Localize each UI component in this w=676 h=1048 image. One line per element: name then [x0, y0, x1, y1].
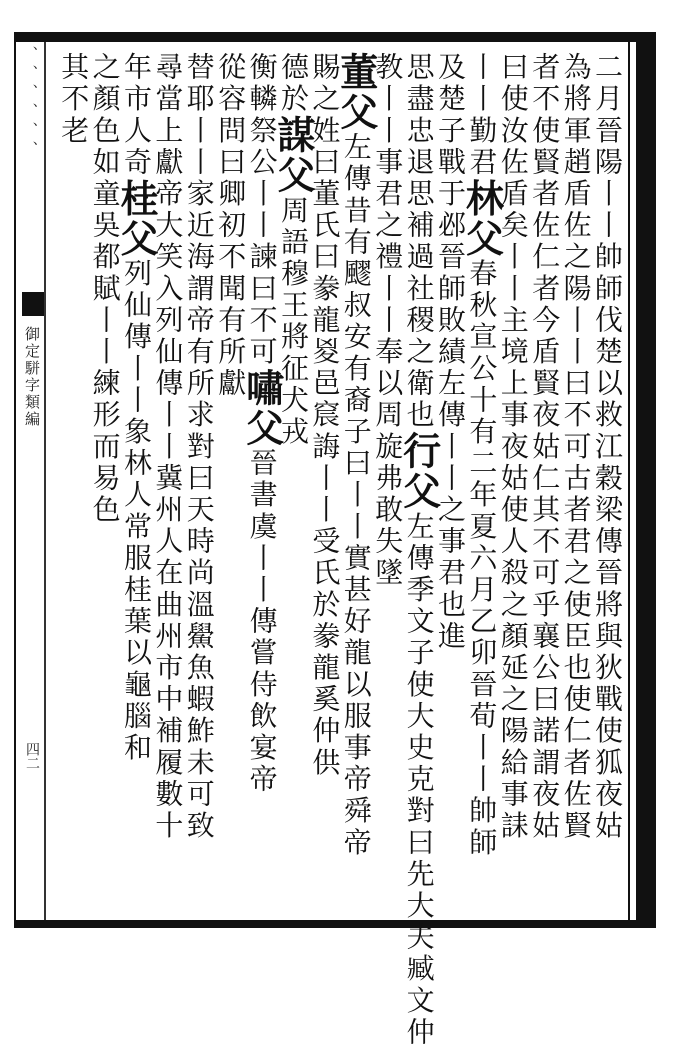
column-text: 者不使賢者佐仁者今盾賢夜姑仁其不可乎襄公曰諾謂夜姑: [528, 52, 562, 842]
column-text: 及楚子戰于邲晉師敗績左傳丨丨之事君也進: [434, 52, 467, 653]
column-text: 尋當上獻帝大笑入列仙傳丨丨冀州人在曲州市中補履數十: [151, 52, 185, 842]
column-text: 春秋宣公十有二年夏六月乙卯晉荀丨丨帥師: [465, 258, 499, 859]
margin-marks: 、、、、、、: [22, 46, 38, 167]
headword: 林父: [459, 178, 505, 259]
fish-tail-mark-icon: [22, 292, 44, 316]
column-text: 年市人奇: [120, 52, 153, 179]
column-text: 二月晉陽丨丨帥師伐楚以救江穀梁傳晉將與狄戰使狐夜姑: [591, 52, 624, 842]
page-frame-left-outer: [14, 32, 16, 928]
column-text: 替耶丨丨家近海謂帝有所求對曰天時尚溫鱟魚蝦鮓未可致: [182, 52, 216, 842]
text-column: [52, 52, 94, 147]
column-text: 其不老: [57, 52, 91, 147]
column-text: 思盡忠退思補過社稷之衛也: [402, 52, 436, 432]
column-text: 丨丨勤君: [465, 52, 499, 179]
margin-book-title: 御定駢字類編: [23, 326, 41, 428]
column-text: 左傳昔有飂叔安有裔子曰丨丨實甚好龍以服事帝舜帝: [339, 132, 373, 859]
headword: 謀父: [271, 115, 316, 196]
headword: 行父: [396, 431, 442, 512]
column-text: 之顏色如童吳都賦丨丨練形而易色: [88, 52, 122, 526]
column-text: 為將軍趙盾佐之陽丨丨曰不可古者君之使臣也使仁者佐賢: [559, 52, 593, 842]
column-text: 德於: [277, 52, 310, 116]
column-text: 衡轔祭公丨丨諫曰不可: [245, 52, 279, 368]
page-frame-top: [16, 32, 656, 42]
column-text: 曰使汝佐盾矣丨丨主境上事夜姑使人殺之顏延之陽給事誄: [496, 52, 530, 842]
page-frame-inner-right: [628, 42, 630, 920]
column-text: 賜之姓曰董氏曰豢龍㚇邑䆣誨丨丨受氏於豢龍奚仲供: [308, 52, 342, 779]
headword: 桂父: [114, 178, 159, 259]
page-frame-right: [636, 32, 656, 928]
column-text: 教丨丨事君之禮丨丨奉以周旋弗敢失墜: [371, 52, 405, 590]
column-text: 晉書虞丨丨傳嘗侍飲宴帝: [245, 448, 279, 796]
column-text: 周語穆王將征犬戎: [277, 195, 310, 449]
folio-number: 四二: [24, 742, 40, 770]
book-heart-margin: [18, 46, 42, 916]
column-text: 列仙傳丨丨象林人常服桂葉以龜腦和: [120, 258, 153, 765]
column-text: 從容問曰卿初不聞有所獻: [214, 52, 248, 400]
headword: 董父: [333, 52, 379, 132]
headword: 嘯父: [239, 368, 285, 448]
page-frame-left-inner: [44, 42, 46, 920]
column-text: 左傳季文子使大史克對曰先大夫臧文仲: [402, 511, 436, 1048]
page-frame-bottom: [16, 920, 656, 928]
